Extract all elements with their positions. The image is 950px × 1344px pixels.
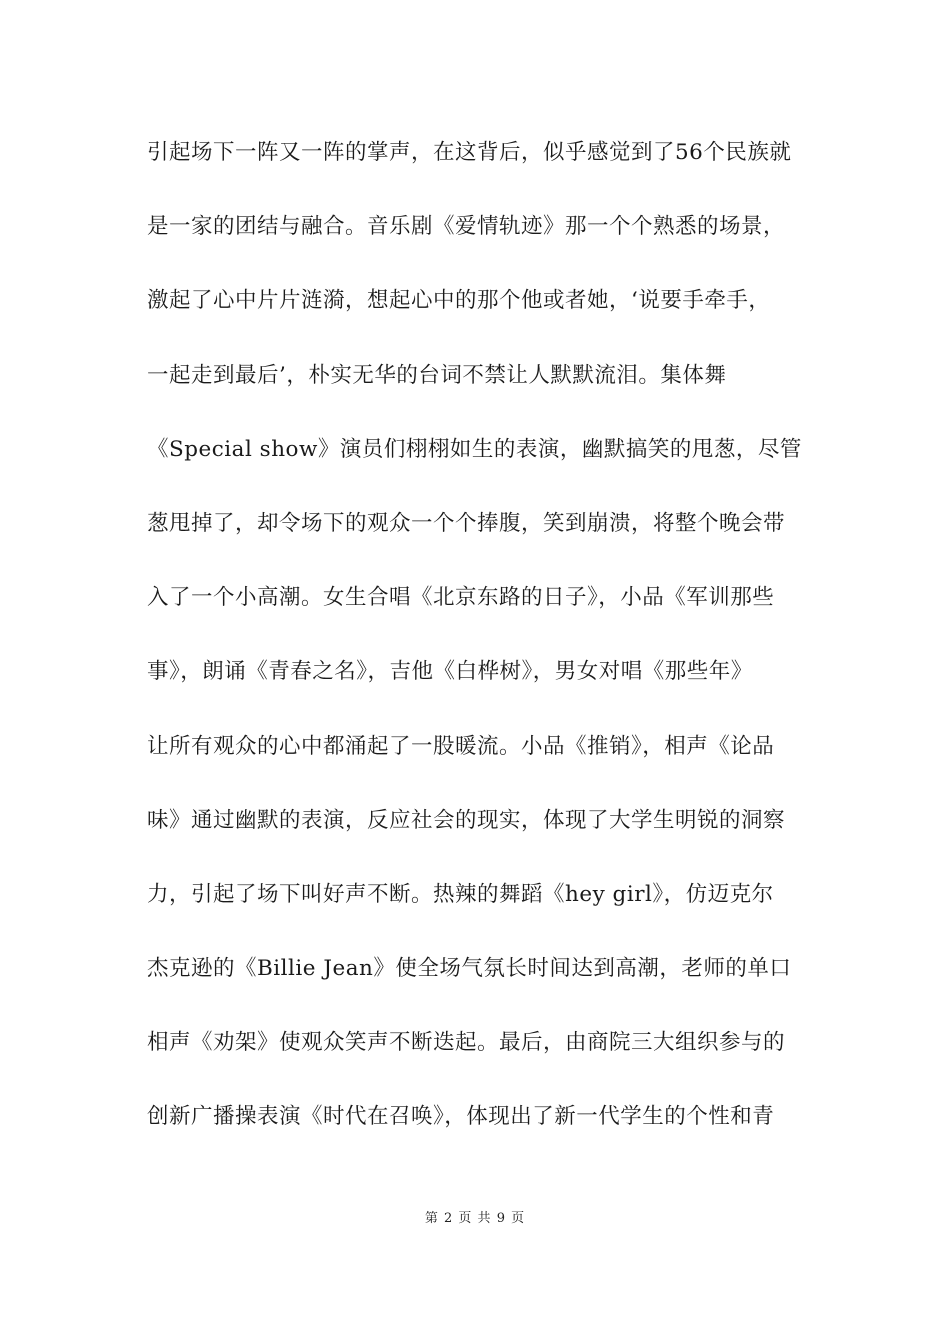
text-line: 创新广播操表演《时代在召唤》，体现出了新一代学生的个性和青	[147, 1104, 775, 1130]
page-number-footer: 第 2 页 共 9 页	[424, 1211, 526, 1226]
text-line: 引起场下一阵又一阵的掌声，在这背后，似乎感觉到了56个民族就	[147, 140, 792, 165]
text-line: 激起了心中片片涟漪，想起心中的那个他或者她，‘说要手牵手，	[147, 288, 771, 314]
text-line: 味》通过幽默的表演，反应社会的现实，体现了大学生明锐的洞察	[147, 807, 786, 833]
text-line: 入了一个小高潮。女生合唱《北京东路的日子》，小品《军训那些	[147, 585, 775, 611]
text-line: 力，引起了场下叫好声不断。热辣的舞蹈《hey girl》，仿迈克尔	[147, 881, 774, 907]
text-line: 是一家的团结与融合。音乐剧《爱情轨迹》那一个个熟悉的场景，	[147, 214, 786, 240]
text-line: 《Special show》演员们栩栩如生的表演，幽默搞笑的甩葱，尽管	[147, 436, 802, 462]
text-line: 相声《劝架》使观众笑声不断迭起。最后，由商院三大组织参与的	[147, 1030, 786, 1056]
text-line: 事》，朗诵《青春之名》，吉他《白桦树》，男女对唱《那些年》	[147, 659, 753, 685]
body-text	[147, 125, 812, 1164]
text-line: 葱甩掉了，却令场下的观众一个个捧腹，笑到崩溃，将整个晚会带	[147, 510, 786, 536]
text-line: 让所有观众的心中都涌起了一股暖流。小品《推销》，相声《论品	[147, 733, 775, 759]
text-line: 杰克逊的《Billie Jean》使全场气氛长时间达到高潮，老师的单口	[147, 956, 792, 982]
text-line: 一起走到最后’，朴实无华的台词不禁让人默默流泪。集体舞	[147, 362, 727, 388]
